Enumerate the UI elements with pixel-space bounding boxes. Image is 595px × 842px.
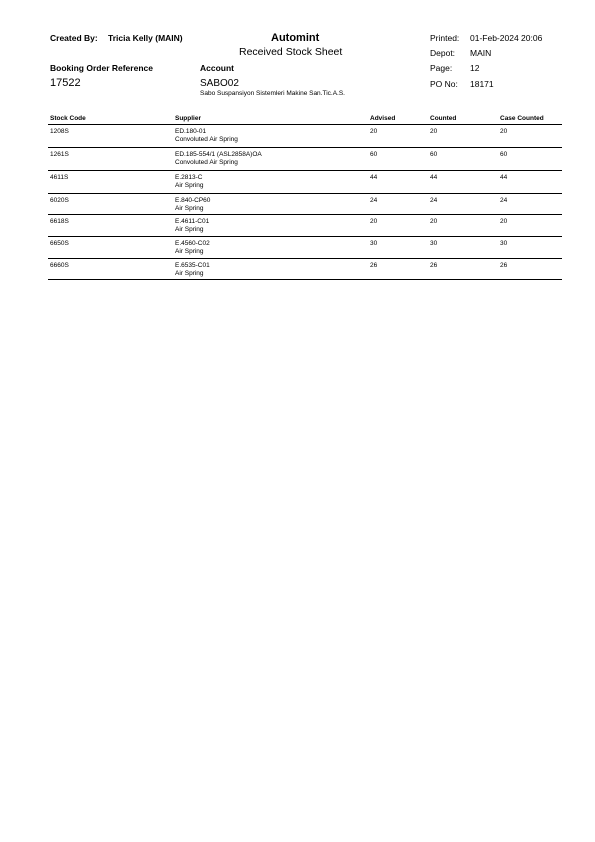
supplier-code: ED.185-554/1 (ASL2858A)OA [175,151,262,158]
item-description: Convoluted Air Spring [175,136,238,143]
supplier-code: E.840-CP60 [175,197,211,204]
counted-qty: 20 [430,128,438,135]
stock-code: 6660S [50,262,69,269]
column-header-advised: Advised [370,115,396,122]
advised-qty: 24 [370,197,378,204]
row-divider [48,147,562,148]
supplier-code: E.6535-C01 [175,262,210,269]
row-divider [48,170,562,171]
row-divider [48,236,562,237]
counted-qty: 26 [430,262,438,269]
counted-qty: 44 [430,174,438,181]
created-by-value: Tricia Kelly (MAIN) [108,33,183,43]
report-title: Received Stock Sheet [239,46,343,58]
created-by-label: Created By: [50,33,98,43]
column-header-counted: Counted [430,115,457,122]
printed-label: Printed: [430,33,460,43]
case-counted-qty: 26 [500,262,508,269]
case-counted-qty: 30 [500,240,508,247]
advised-qty: 44 [370,174,378,181]
header-divider [48,124,562,125]
case-counted-qty: 20 [500,218,508,225]
advised-qty: 20 [370,218,378,225]
account-code: SABO02 [200,78,239,89]
counted-qty: 24 [430,197,438,204]
row-divider [48,279,562,280]
account-name: Sabo Suspansiyon Sistemleri Makine San.Tic.A.S. [200,90,345,97]
item-description: Convoluted Air Spring [175,159,238,166]
counted-qty: 30 [430,240,438,247]
item-description: Air Spring [175,226,204,233]
stock-code: 1261S [50,151,69,158]
row-divider [48,214,562,215]
booking-ref-label: Booking Order Reference [50,63,153,73]
stock-code: 6618S [50,218,69,225]
counted-qty: 20 [430,218,438,225]
stock-code: 6650S [50,240,69,247]
page-label: Page: [430,63,453,73]
depot-label: Depot: [430,48,456,58]
column-header-supplier: Supplier [175,115,202,122]
item-description: Air Spring [175,205,204,212]
page-value: 12 [470,63,480,73]
po-number-value: 18171 [470,79,494,89]
item-description: Air Spring [175,270,204,277]
po-number-label: PO No: [430,79,458,89]
advised-qty: 30 [370,240,378,247]
case-counted-qty: 60 [500,151,508,158]
counted-qty: 60 [430,151,438,158]
column-header-case-counted: Case Counted [500,115,544,122]
row-divider [48,258,562,259]
supplier-code: E.2813-C [175,174,203,181]
advised-qty: 60 [370,151,378,158]
row-divider [48,193,562,194]
supplier-code: E.4560-C02 [175,240,210,247]
booking-ref-value: 17522 [50,77,81,89]
column-header-stock-code: Stock Code [50,115,86,122]
advised-qty: 26 [370,262,378,269]
supplier-code: E.4611-C01 [175,218,210,225]
case-counted-qty: 44 [500,174,508,181]
printed-value: 01-Feb-2024 20:06 [470,33,543,43]
account-label: Account [200,63,234,73]
case-counted-qty: 20 [500,128,508,135]
stock-code: 6020S [50,197,69,204]
supplier-code: ED.180-01 [175,128,207,135]
depot-value: MAIN [470,48,492,58]
item-description: Air Spring [175,248,204,255]
case-counted-qty: 24 [500,197,508,204]
stock-code: 1208S [50,128,69,135]
item-description: Air Spring [175,182,204,189]
stock-code: 4611S [50,174,69,181]
company-name: Automint [271,32,320,44]
advised-qty: 20 [370,128,378,135]
